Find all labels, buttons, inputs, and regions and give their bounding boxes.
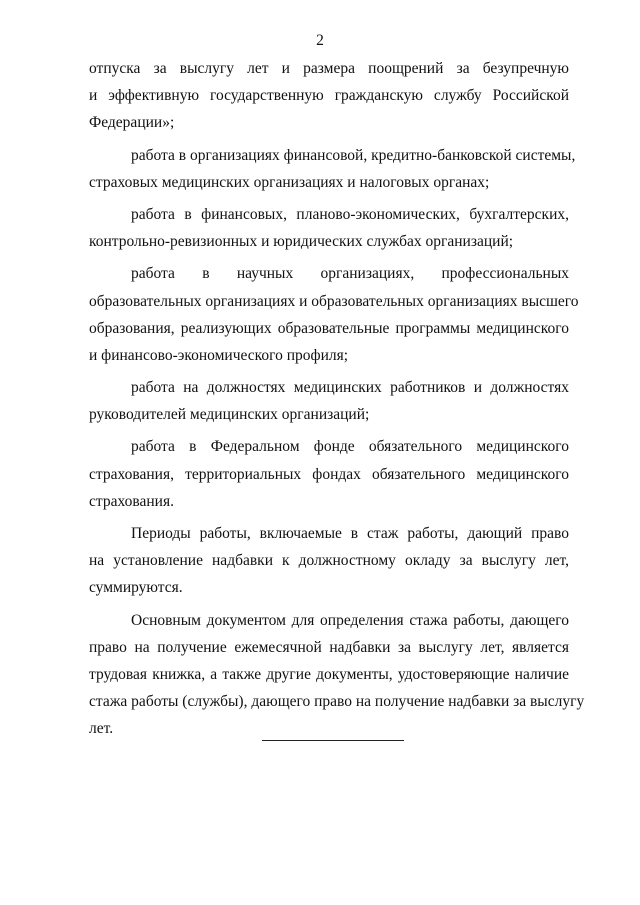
text-line: страхования. bbox=[89, 492, 174, 510]
text-line: контрольно-ревизионных и юридических службах организаций; bbox=[89, 233, 514, 251]
text-line: стажа работы (службы), дающего право на получение надбавки за выслугу bbox=[89, 693, 585, 711]
text-line: работа в Федеральном фонде обязательного медицинского bbox=[131, 438, 569, 456]
paragraph-main-document bbox=[89, 607, 585, 743]
paragraph-scientific-organizations bbox=[89, 260, 579, 369]
text-line: образования, реализующих образовательные программы медицинского bbox=[89, 319, 569, 337]
text-line: на установление надбавки к должностному окладу за выслугу лет, bbox=[89, 552, 569, 570]
text-line: работа в организациях финансовой, кредитно-банковской системы, bbox=[131, 146, 576, 164]
text-line: трудовая книжка, а также другие документы, удостоверяющие наличие bbox=[89, 665, 569, 683]
text-line: работа в научных организациях, профессиональных bbox=[131, 265, 569, 283]
text-line: Основным документом для определения стажа работы, дающего bbox=[131, 611, 569, 629]
text-line: работа в финансовых, планово-экономических, бухгалтерских, bbox=[131, 205, 569, 223]
text-line: страховых медицинских организациях и налоговых органах; bbox=[89, 173, 490, 191]
paragraph-financial-services bbox=[89, 201, 569, 255]
text-line: страхования, территориальных фондах обязательного медицинского bbox=[89, 465, 569, 483]
paragraph-medical-positions bbox=[89, 374, 569, 428]
text-line: руководителей медицинских организаций; bbox=[89, 406, 370, 424]
text-line: и финансово-экономического профиля; bbox=[89, 346, 349, 364]
text-line: и эффективную государственную гражданскую службу Российской bbox=[89, 87, 569, 105]
text-line: Федерации»; bbox=[89, 114, 175, 132]
text-line: право на получение ежемесячной надбавки за выслугу лет, является bbox=[89, 638, 569, 656]
paragraph-financial-organizations bbox=[89, 142, 576, 196]
end-divider-line bbox=[262, 740, 404, 741]
text-line: Периоды работы, включаемые в стаж работы, дающий право bbox=[131, 525, 569, 542]
paragraph-leave-continuation bbox=[89, 55, 569, 137]
text-line: образовательных организациях и образовательных организациях высшего bbox=[89, 292, 579, 310]
paragraph-insurance-funds bbox=[89, 433, 569, 515]
text-line: отпуска за выслугу лет и размера поощрений за безупречную bbox=[89, 60, 569, 77]
page-number: 2 bbox=[316, 32, 324, 49]
document-body bbox=[89, 55, 585, 743]
paragraph-periods-summed bbox=[89, 520, 569, 602]
text-line: суммируются. bbox=[89, 579, 183, 597]
text-line: лет. bbox=[89, 720, 114, 738]
text-line: работа на должностях медицинских работников и должностях bbox=[131, 379, 569, 397]
